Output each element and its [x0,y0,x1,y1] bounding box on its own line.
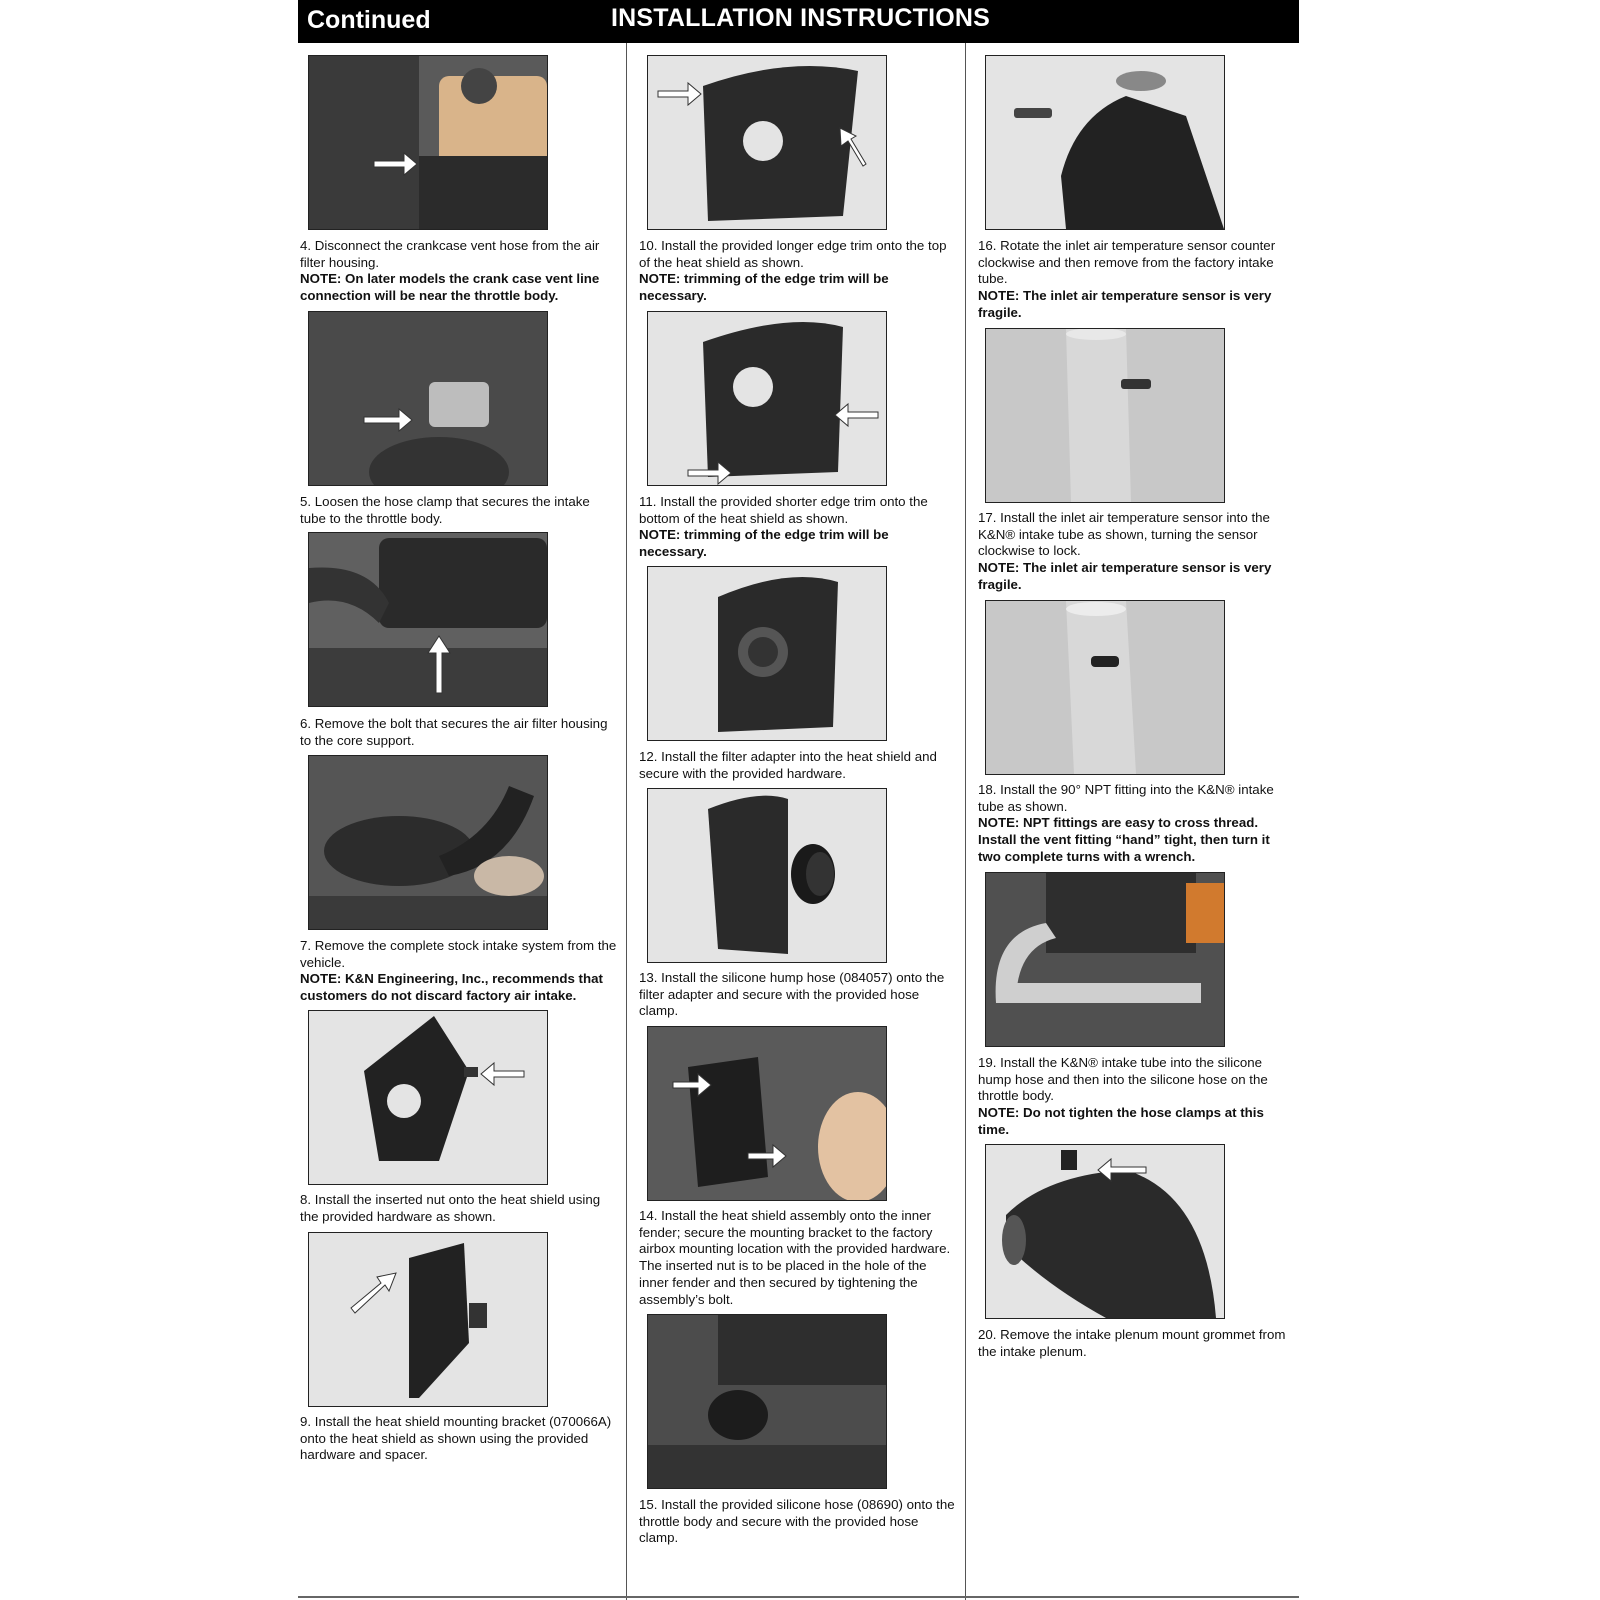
step-11 [639,494,957,561]
step-18-text: 18. Install the 90° NPT fitting into the K&N® intake tube as shown. [978,782,1274,814]
photo-filter-adapter [647,566,887,741]
step-6 [300,716,618,749]
step-20-text: 20. Remove the intake plenum mount grommet from the intake plenum. [978,1327,1286,1359]
step-4-text: 4. Disconnect the crankcase vent hose from the air filter housing. [300,238,600,270]
step-5 [300,494,618,527]
step-7-text: 7. Remove the complete stock intake system from the vehicle. [300,938,617,970]
photo-airbox-bolt [308,532,548,707]
step-13-text: 13. Install the silicone hump hose (084057) onto the filter adapter and secure with the provided hose clamp. [639,970,945,1019]
photo-remove-stock-intake [308,755,548,930]
step-10 [639,238,957,305]
step-19 [978,1055,1296,1139]
step-4 [300,238,618,305]
step-16-text: 16. Rotate the inlet air temperature sensor counter clockwise and then remove from the factory intake tube. [978,238,1276,287]
step-17-note: NOTE: The inlet air temperature sensor is very fragile. [978,560,1272,592]
photo-install-temp-sensor [985,328,1225,503]
page-title: INSTALLATION INSTRUCTIONS [611,4,991,32]
photo-plenum-grommet [985,1144,1225,1319]
photo-silicone-hump-hose [647,788,887,963]
photo-longer-edge-trim [647,55,887,230]
step-8 [300,1192,618,1225]
photo-throttle-body-hose [647,1314,887,1489]
photo-intake-tube-installed [985,872,1225,1047]
photo-remove-temp-sensor [985,55,1225,230]
step-18-note: NOTE: NPT fittings are easy to cross thread. Install the vent fitting “hand” tight, then turn it two complete turns with a wrench. [978,815,1270,864]
photo-npt-fitting [985,600,1225,775]
step-16-note: NOTE: The inlet air temperature sensor is very fragile. [978,288,1272,320]
step-14-text: 14. Install the heat shield assembly onto the inner fender; secure the mounting bracket to the factory airbox mounting location with the provided hardware. The inserted nut is to be placed in the hole of the inner fender and then secured by tightening the assembly’s bolt. [639,1208,951,1307]
footer-rule [298,1596,1299,1598]
step-12 [639,749,957,782]
step-14 [639,1208,957,1308]
step-20 [978,1327,1296,1360]
step-6-text: 6. Remove the bolt that secures the air filter housing to the core support. [300,716,608,748]
continued-label: Continued [307,6,431,34]
column-divider [626,43,627,1600]
step-9-text: 9. Install the heat shield mounting bracket (070066A) onto the heat shield as shown using the provided hardware and spacer. [300,1414,612,1463]
step-17-text: 17. Install the inlet air temperature sensor into the K&N® intake tube as shown, turning the sensor clockwise to lock. [978,510,1270,559]
step-7 [300,938,618,1005]
step-15-text: 15. Install the provided silicone hose (08690) onto the throttle body and secure with the provided hose clamp. [639,1497,955,1546]
photo-heat-shield-assembly [647,1026,887,1201]
step-19-text: 19. Install the K&N® intake tube into the silicone hump hose and then into the silicone hose on the throttle body. [978,1055,1268,1104]
photo-shorter-edge-trim [647,311,887,486]
step-4-note: NOTE: On later models the crank case vent line connection will be near the throttle body. [300,271,600,304]
photo-hose-clamp-throttle [308,311,548,486]
step-12-text: 12. Install the filter adapter into the heat shield and secure with the provided hardware. [639,749,937,781]
step-10-note: NOTE: trimming of the edge trim will be necessary. [639,271,889,304]
photo-engine-crankcase-hose [308,55,548,230]
step-18 [978,782,1296,866]
step-11-text: 11. Install the provided shorter edge trim onto the bottom of the heat shield as shown. [639,494,928,526]
step-16 [978,238,1296,322]
step-15 [639,1497,957,1547]
page-header [298,0,1299,43]
step-19-note: NOTE: Do not tighten the hose clamps at this time. [978,1105,1264,1137]
step-7-note: NOTE: K&N Engineering, Inc., recommends that customers do not discard factory air intake. [300,971,603,1004]
step-10-text: 10. Install the provided longer edge trim onto the top of the heat shield as shown. [639,238,947,270]
photo-heat-shield-nut [308,1010,548,1185]
step-9 [300,1414,618,1464]
column-divider [965,43,966,1600]
step-11-note: NOTE: trimming of the edge trim will be necessary. [639,527,889,560]
photo-mounting-bracket [308,1232,548,1407]
step-17 [978,510,1296,594]
step-5-text: 5. Loosen the hose clamp that secures the intake tube to the throttle body. [300,494,590,526]
step-8-text: 8. Install the inserted nut onto the heat shield using the provided hardware as shown. [300,1192,601,1224]
step-13 [639,970,957,1020]
